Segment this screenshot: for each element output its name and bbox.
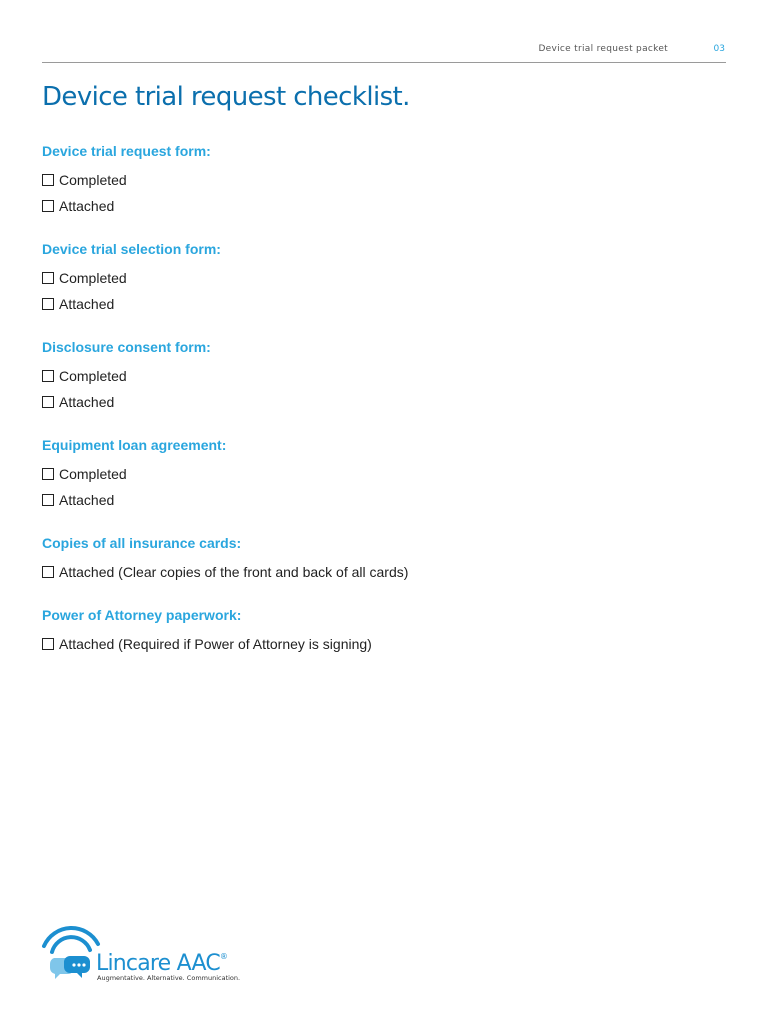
section-heading: Device trial request form: — [42, 143, 211, 159]
speech-bubbles-icon — [50, 956, 90, 979]
section-heading: Power of Attorney paperwork: — [42, 607, 242, 623]
checklist-item — [42, 461, 726, 487]
section-heading: Device trial selection form: — [42, 241, 221, 257]
lincare-aac-logo — [40, 924, 240, 984]
checkbox[interactable] — [42, 396, 54, 408]
item-label: Attached — [59, 394, 115, 410]
checklist-section — [42, 339, 726, 415]
checkbox[interactable] — [42, 566, 54, 578]
section-heading: Disclosure consent form: — [42, 339, 211, 355]
svg-text:Lincare AAC® — [96, 951, 227, 976]
checklist-section — [42, 143, 726, 219]
header-title: Device trial request packet — [538, 44, 668, 54]
section-heading: Copies of all insurance cards: — [42, 535, 242, 551]
checkbox[interactable] — [42, 272, 54, 284]
checkbox[interactable] — [42, 638, 54, 650]
checklist-item — [42, 363, 726, 389]
checklist-item — [42, 193, 726, 219]
checklist-item — [42, 265, 726, 291]
checklist-item — [42, 559, 726, 585]
checkbox[interactable] — [42, 200, 54, 212]
item-label: Attached — [59, 492, 115, 508]
item-label: Attached — [59, 296, 115, 312]
page-title: Device trial request checklist. — [42, 82, 410, 112]
page-header — [42, 42, 726, 63]
checklist-section — [42, 607, 726, 657]
checkbox[interactable] — [42, 298, 54, 310]
section-heading: Equipment loan agreement: — [42, 437, 227, 453]
checklist-item — [42, 631, 726, 657]
logo-registered: ® — [219, 952, 228, 961]
page-number: 03 — [713, 44, 725, 54]
checklist-item — [42, 291, 726, 317]
signal-arc-inner-icon — [52, 937, 90, 952]
item-label: Attached (Clear copies of the front and back of all cards) — [59, 564, 409, 580]
item-label: Completed — [59, 270, 127, 286]
item-label: Completed — [59, 466, 127, 482]
checklist-section — [42, 535, 726, 585]
checkbox[interactable] — [42, 494, 54, 506]
item-label: Completed — [59, 172, 127, 188]
item-label: Attached — [59, 198, 115, 214]
checkbox[interactable] — [42, 370, 54, 382]
checklist-item — [42, 389, 726, 415]
checkbox[interactable] — [42, 174, 54, 186]
item-label: Completed — [59, 368, 127, 384]
checklist — [42, 143, 726, 679]
checklist-section — [42, 241, 726, 317]
logo-tagline: Augmentative. Alternative. Communication. — [97, 974, 240, 982]
logo-name: Lincare — [96, 951, 171, 976]
logo-suffix: AAC — [176, 951, 220, 976]
checkbox[interactable] — [42, 468, 54, 480]
item-label: Attached (Required if Power of Attorney is signing) — [59, 636, 372, 652]
checklist-item — [42, 487, 726, 513]
checklist-item — [42, 167, 726, 193]
checklist-section — [42, 437, 726, 513]
